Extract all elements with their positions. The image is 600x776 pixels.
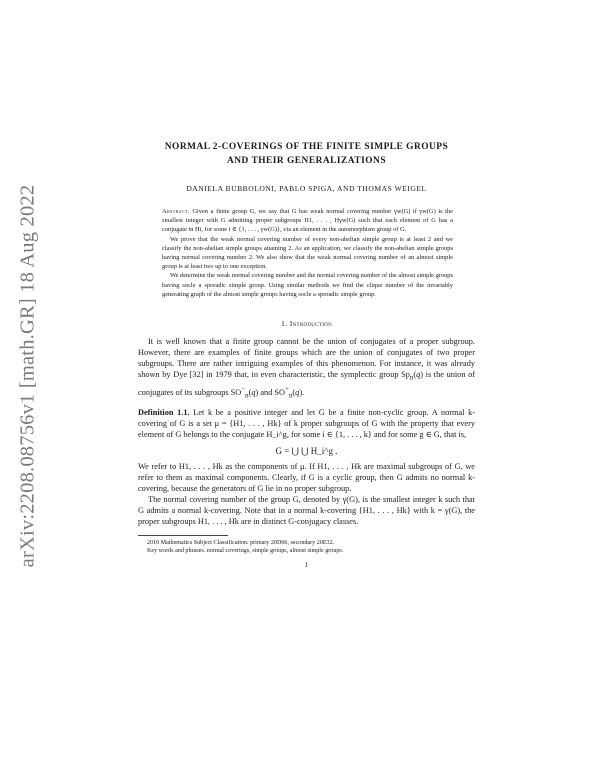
footnote-divider [138,535,228,536]
arxiv-id-text: arXiv:2208.08756v1 [math.GR] 18 Aug 2022 [16,184,39,568]
title-line-2: AND THEIR GENERALIZATIONS [226,156,387,166]
page-number: 1 [304,561,309,569]
abstract-paragraph-2: We prove that the weak normal covering number of every non-abelian simple group is at least 2 and we classify the non-abelian simple groups attaining 2. As an application, we classify the non-abelian simple groups having normal covering number 2. We also show that the weak normal covering number of an almost simple group is at least two up to one exception. [162,235,453,271]
definition-1-1 [138,407,475,440]
section-heading-introduction [138,319,475,328]
paper-title [138,140,475,168]
paper-page [138,140,475,569]
footnote-keywords: Key words and phrases. normal coverings, simple groups, almost simple groups. [147,548,344,555]
footnote-classification: 2010 Mathematics Subject Classification. primary 20D06, secondary 20E32. [147,539,335,546]
covering-number-paragraph: The normal covering number of the group G, denoted by γ(G), is the smallest integer k such that G admits a normal k-covering. Note that in a normal k-covering {H1, . . . , Hk} with k = γ(G), the proper subgroups H1, . . . , Hk are in distinct G-conjugacy classes. [138,495,475,527]
abstract [162,207,453,299]
intro-paragraph: It is well known that a finite group cannot be the union of conjugates of a proper subgroup. However, there are examples of finite groups which are the union of conjugates of two proper subgroups. There are rather intriguing examples of this phenomenon. For instance, it was already shown by Dye [32] in 1979 that, in even characteristic, the symplectic group $Sp_n(q)$ is the union of conjugates of its subgroups $SO^-_n(q)$ and $SO^+_n(q)$. [138,337,476,400]
author-list: DANIELA BUBBOLONI, PABLO SPIGA, AND THOMAS WEIGEL [186,184,427,193]
footnotes [138,539,475,556]
body-text [138,336,475,527]
abstract-label: Abstract. [162,208,190,215]
display-equation: G = ⋃ ⋃ H_i^g . [275,445,338,456]
section-number: 1. [280,319,288,329]
definition-label: Definition 1.1. [138,407,190,417]
abstract-text-1: Given a finite group G, we say that G has weak normal covering number γw(G) if γw(G) is the smallest integer with G admitting proper subgroups H1, . . . , Hγw(G) such that each element of G has a conjugate in Hi, for some i ∈ {1, . . . , γw(G)}, via an element in the automorphism group of G. [162,208,453,234]
intro-text: It is well known that a finite group cannot be the union of conjugates of a proper subgroup. However, there are examples of finite groups which are the union of conjugates of two proper subgroups. There are rather intriguing examples of this phenomenon. For instance, it was already shown by Dye [32] in 1979 that, in even characteristic, the symplectic group Sp [138,337,475,380]
definition-text: Let k be a positive integer and let G be a finite non-cyclic group. A normal k-covering of G is a set μ = {H1, . . . , Hk} of k proper subgroups of G with the property that every element of G belongs to the conjugate H_i^g, for some i ∈ {1, . . . , k} and for some g ∈ G, that is, [138,407,476,439]
abstract-paragraph-3: We determine the weak normal covering number and the normal covering number of the almost simple groups having socle a sporadic simple group. Using similar methods we find the clique number of the invariably generating graph of the almost simple groups having socle a sporadic simple group. [162,272,453,298]
title-line-1: NORMAL 2-COVERINGS OF THE FINITE SIMPLE GROUPS [164,142,449,152]
section-title-text: Introduction [289,319,332,329]
arxiv-sidebar-stamp [8,176,48,576]
abstract-paragraph-1 [162,207,453,235]
components-paragraph: We refer to H1, . . . , Hk as the components of μ. If H1, . . . , Hk are maximal subgroups of G, we refer to them as maximal components. Clearly, if G is a cyclic group, then G admits no normal k-covering, because the generators of G lie in no proper subgroup. [138,461,475,494]
